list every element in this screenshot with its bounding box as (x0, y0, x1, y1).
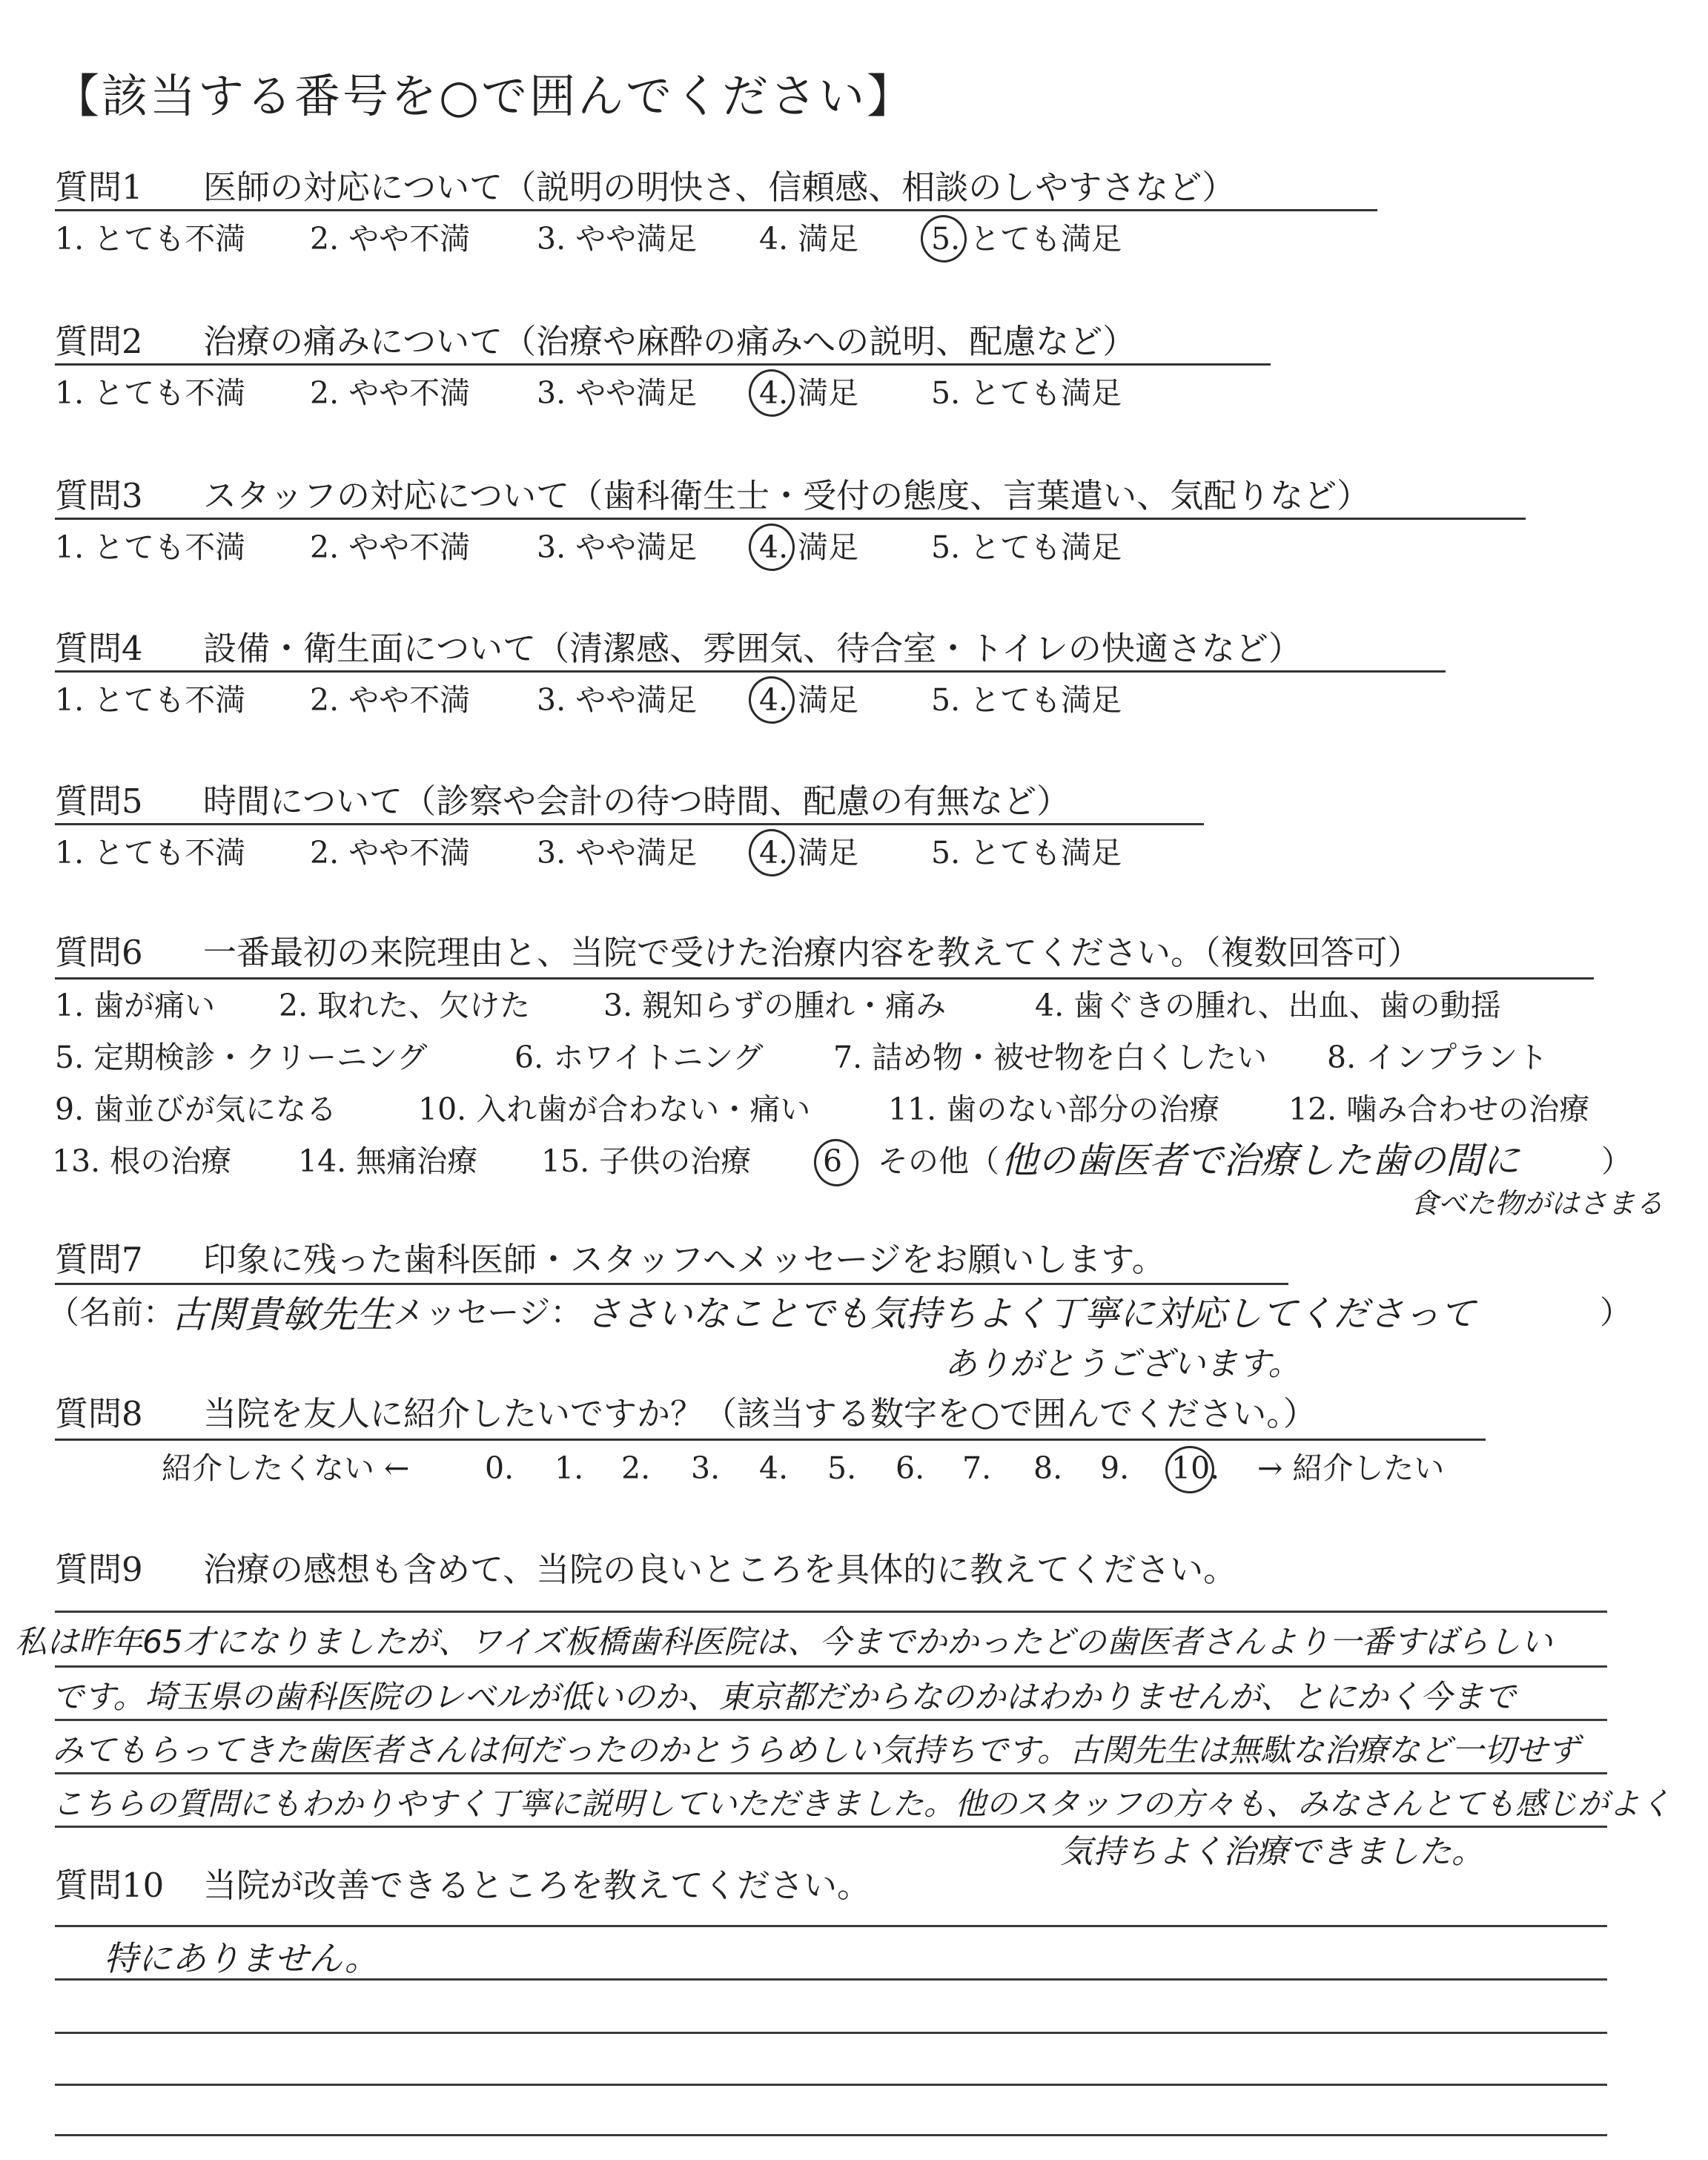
rating-option[interactable]: 4. 満足 (759, 529, 859, 565)
q9-answer-line: 気持ちよく治療できました。 (1060, 1833, 1484, 1871)
rating-option[interactable]: 1. とても不満 (55, 375, 246, 411)
q8-scale-option[interactable]: 5. (827, 1450, 857, 1486)
rating-option[interactable]: 5. とても満足 (931, 375, 1122, 411)
q6-option[interactable]: 14. 無痛治療 (298, 1143, 478, 1179)
q6-text: 一番最初の来院理由と、当院で受けた治療内容を教えてください。（複数回答可） (203, 933, 1421, 972)
q7-number: 質問7 (55, 1240, 143, 1279)
rating-option[interactable]: 2. やや不満 (310, 682, 471, 718)
q6-other-label: その他（ (878, 1143, 999, 1179)
q2-underline (55, 363, 1271, 366)
q7-name-value: 古関貴敏先生 (171, 1293, 393, 1336)
q9-answer-line: こちらの質問にもわかりやすく丁寧に説明していただきました。他のスタッフの方々も、みなさんとても感じがよく (52, 1786, 1672, 1822)
q1-selected-circle (918, 212, 970, 265)
q7-message-continued: ありがとうございます。 (944, 1345, 1301, 1383)
q5-text: 時間について（診察や会計の待つ時間、配慮の有無など） (203, 782, 1070, 821)
q5-selected-circle (746, 826, 798, 879)
q8-scale-option[interactable]: 8. (1033, 1450, 1063, 1486)
q6-selected-circle (811, 1136, 861, 1189)
q7-message: ささいなことでも気持ちよく丁寧に対応してくださって (586, 1293, 1476, 1335)
rating-option[interactable]: 3. やや満足 (537, 375, 698, 411)
q6-option[interactable]: 4. 歯ぐきの腫れ、出血、歯の動揺 (1035, 988, 1501, 1023)
rating-option[interactable]: 2. やや不満 (310, 375, 471, 411)
q2-text: 治療の痛みについて（治療や麻酔の痛みへの説明、配慮など） (203, 322, 1136, 361)
q6-other-close: ） (1601, 1143, 1632, 1179)
rating-option[interactable]: 2. やや不満 (310, 221, 471, 257)
q1-underline (55, 209, 1377, 211)
q3-number: 質問3 (55, 476, 143, 515)
q1-text: 医師の対応について（説明の明快さ、信頼感、相談のしやすさなど） (203, 168, 1236, 207)
q9-line (55, 1611, 1607, 1613)
rating-option[interactable]: 2. やや不満 (310, 835, 471, 871)
q10-answer: 特にありません。 (104, 1938, 379, 1978)
q4-text: 設備・衛生面について（清潔感、雰囲気、待合室・トイレの快適さなど） (203, 629, 1302, 668)
q3-title (55, 476, 1371, 515)
q8-scale-option[interactable]: 6. (896, 1450, 925, 1486)
q6-number: 質問6 (55, 933, 143, 972)
q7-underline (55, 1283, 1288, 1285)
q8-scale-option[interactable]: 3. (691, 1450, 721, 1486)
rating-option[interactable]: 5. とても満足 (931, 529, 1122, 565)
q6-other-answer: 他の歯医者で治療した歯の間に (1001, 1139, 1520, 1182)
q4-title (55, 629, 1302, 668)
q10-number: 質問10 (55, 1866, 165, 1905)
q1-number: 質問1 (55, 168, 143, 207)
q2-title (55, 322, 1136, 361)
q3-text: スタッフの対応について（歯科衛生士・受付の態度、言葉遣い、気配りなど） (203, 476, 1371, 515)
rating-option[interactable]: 1. とても不満 (55, 529, 246, 565)
q7-message-label: メッセージ： (393, 1295, 583, 1332)
q10-line (55, 1978, 1607, 1981)
q8-scale-option[interactable]: 7. (962, 1450, 992, 1486)
rating-option[interactable]: 5. とても満足 (931, 221, 1122, 257)
q9-line (55, 1665, 1607, 1668)
rating-option[interactable]: 1. とても不満 (55, 835, 246, 871)
q9-line (55, 1826, 1607, 1828)
q8-right-label: → 紹介したい (1257, 1450, 1445, 1486)
q7-name-label: （名前： (47, 1295, 175, 1332)
q9-line (55, 1719, 1607, 1721)
q7-title (55, 1240, 1165, 1279)
q5-number: 質問5 (55, 782, 143, 821)
rating-option[interactable]: 3. やや満足 (537, 221, 698, 257)
q10-line (55, 2134, 1607, 2136)
rating-option[interactable]: 3. やや満足 (537, 682, 698, 718)
q8-title (55, 1394, 1317, 1433)
q6-option[interactable]: 7. 詰め物・被せ物を白くしたい (833, 1040, 1268, 1075)
q8-scale-option[interactable]: 10. (1171, 1450, 1220, 1486)
q10-title (55, 1866, 871, 1905)
q8-scale-option[interactable]: 2. (621, 1450, 651, 1486)
q8-scale-option[interactable]: 0. (485, 1450, 514, 1486)
q8-underline (55, 1439, 1486, 1441)
q10-line (55, 1925, 1607, 1927)
q6-option[interactable]: 13. 根の治療 (52, 1143, 232, 1179)
q3-selected-circle (746, 521, 798, 574)
q4-underline (55, 670, 1446, 673)
q6-other-answer-continued: 食べた物がはさまる (1410, 1187, 1664, 1220)
rating-option[interactable]: 5. とても満足 (931, 682, 1122, 718)
q9-title (55, 1550, 1237, 1589)
page-title: 【該当する番号を○で囲んでください】 (53, 69, 916, 123)
q9-answer-line: です。埼玉県の歯科医院のレベルが低いのか、東京都だからなのかはわかりませんが、とにかく今まで (52, 1679, 1516, 1716)
q4-number: 質問4 (55, 629, 143, 668)
q9-answer-line: みてもらってきた歯医者さんは何だったのかとうらめしい気持ちです。古関先生は無駄な治療など一切せず (52, 1732, 1580, 1769)
q5-underline (55, 823, 1204, 825)
q6-option[interactable]: 1. 歯が痛い (55, 988, 216, 1023)
q6-option[interactable]: 15. 子供の治療 (541, 1143, 752, 1179)
q9-text: 治療の感想も含めて、当院の良いところを具体的に教えてください。 (203, 1550, 1237, 1589)
q6-underline (55, 977, 1594, 980)
q6-option[interactable]: 11. 歯のない部分の治療 (888, 1091, 1220, 1127)
q5-title (55, 782, 1070, 821)
q8-scale-option[interactable]: 4. (759, 1450, 789, 1486)
q1-title (55, 168, 1236, 207)
q8-number: 質問8 (55, 1394, 143, 1433)
q8-text: 当院を友人に紹介したいですか？（該当する数字を○で囲んでください。） (203, 1394, 1317, 1433)
q10-line (55, 2032, 1607, 2034)
rating-option[interactable]: 4. 満足 (759, 221, 859, 257)
q8-left-label: 紹介したくない ← (162, 1450, 410, 1486)
q9-answer-line: 私は昨年65才になりましたが、ワイズ板橋歯科医院は、今までかかったどの歯医者さんより一番すばらしい (15, 1624, 1552, 1661)
q8-scale-option[interactable]: 9. (1100, 1450, 1130, 1486)
rating-option[interactable]: 4. 満足 (759, 375, 859, 411)
q6-option[interactable]: 8. インプラント (1327, 1040, 1549, 1075)
q6-title (55, 933, 1421, 972)
q3-underline (55, 518, 1526, 520)
q4-selected-circle (746, 673, 798, 727)
rating-option[interactable]: 5. とても満足 (931, 835, 1122, 871)
q7-close: ） (1600, 1295, 1632, 1332)
rating-option[interactable]: 4. 満足 (759, 682, 859, 718)
rating-option[interactable]: 1. とても不満 (55, 221, 246, 257)
q2-number: 質問2 (55, 322, 143, 361)
q10-text: 当院が改善できるところを教えてください。 (203, 1866, 871, 1905)
q6-option[interactable]: 12. 噛み合わせの治療 (1288, 1091, 1590, 1127)
q6-option[interactable]: 2. 取れた、欠けた (279, 988, 531, 1023)
q9-number: 質問9 (55, 1550, 143, 1589)
q6-other-number[interactable]: 6 (823, 1143, 843, 1179)
q9-line (55, 1772, 1607, 1774)
q6-option[interactable]: 9. 歯並びが気になる (55, 1091, 337, 1127)
rating-option[interactable]: 2. やや不満 (310, 529, 471, 565)
q10-line (55, 2084, 1607, 2086)
q6-option[interactable]: 3. 親知らずの腫れ・痛み (603, 988, 947, 1023)
rating-option[interactable]: 4. 満足 (759, 835, 859, 871)
q8-scale-option[interactable]: 1. (555, 1450, 584, 1486)
rating-option[interactable]: 3. やや満足 (537, 835, 698, 871)
rating-option[interactable]: 1. とても不満 (55, 682, 246, 718)
q6-option[interactable]: 6. ホワイトニング (514, 1040, 764, 1075)
q2-selected-circle (746, 366, 798, 420)
q6-option[interactable]: 10. 入れ歯が合わない・痛い (418, 1091, 811, 1127)
rating-option[interactable]: 3. やや満足 (537, 529, 698, 565)
q6-option[interactable]: 5. 定期検診・クリーニング (55, 1040, 428, 1075)
q7-text: 印象に残った歯科医師・スタッフへメッセージをお願いします。 (203, 1240, 1165, 1279)
